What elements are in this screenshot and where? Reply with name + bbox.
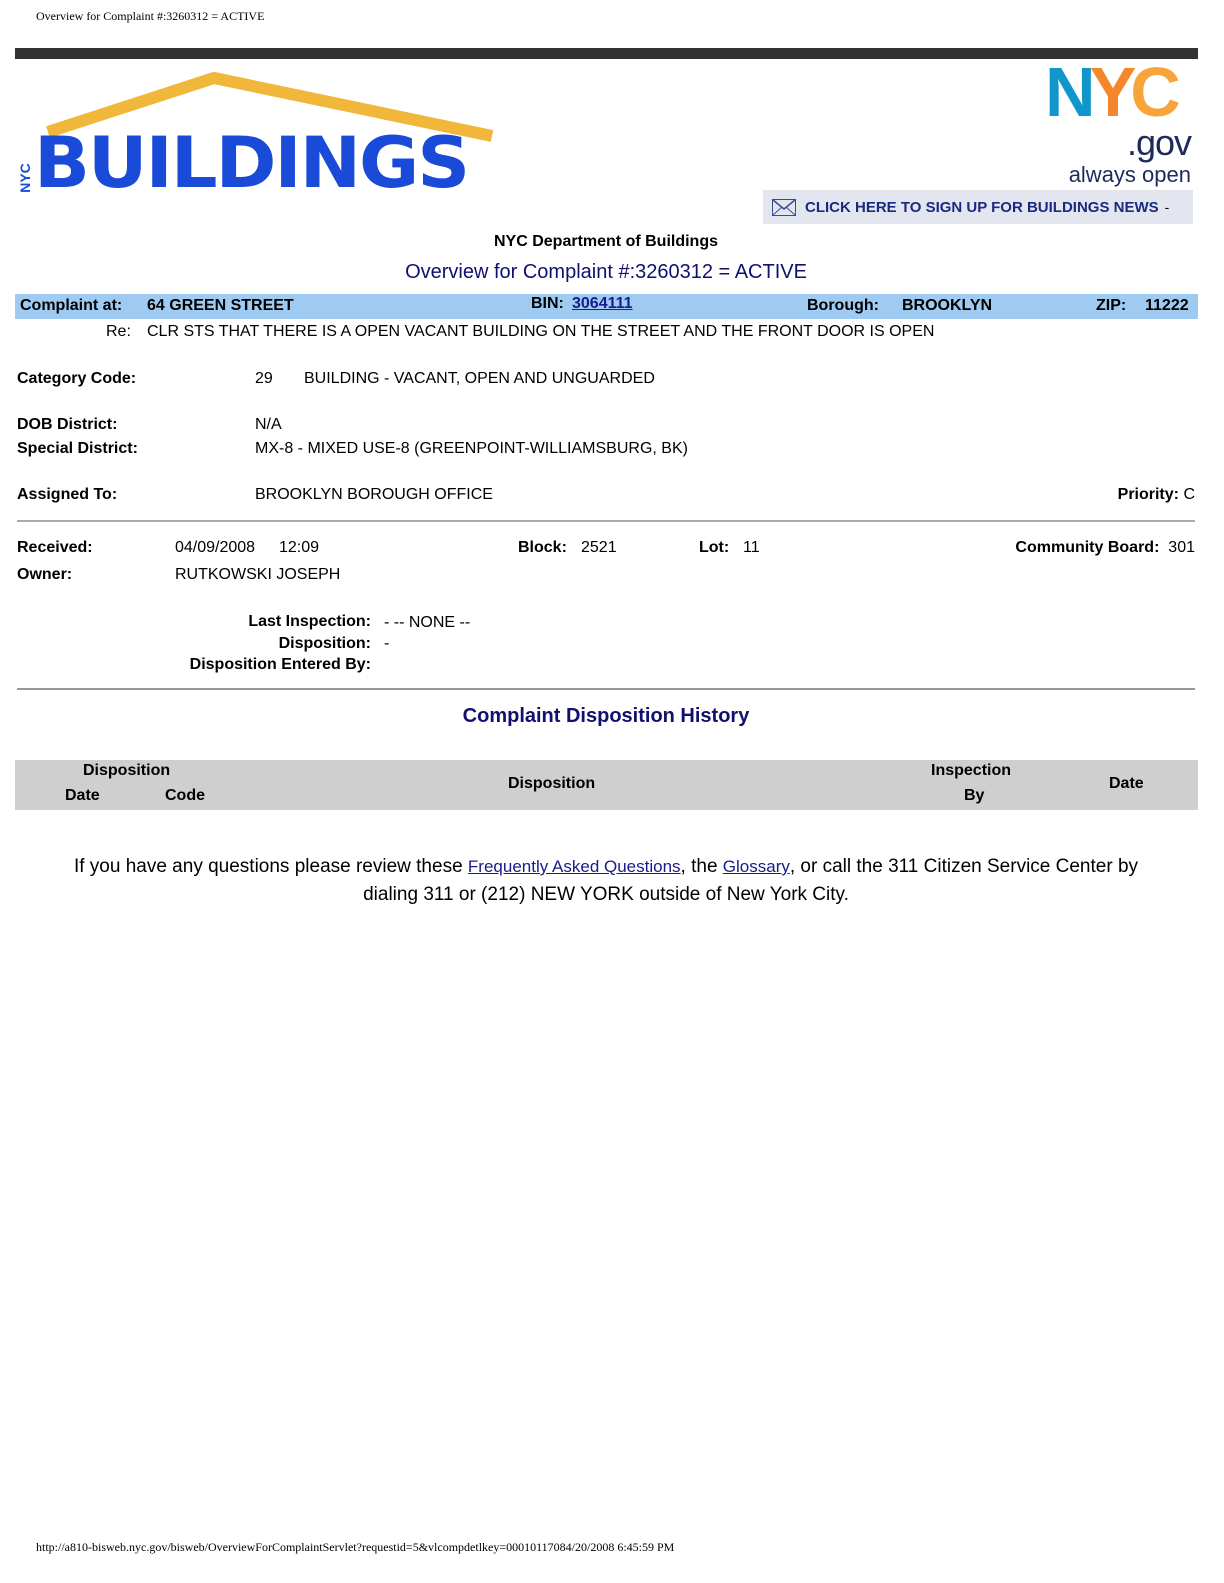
received-date: 04/09/2008 xyxy=(175,539,256,556)
help-text xyxy=(0,853,1212,909)
help-text-2: , the xyxy=(680,856,723,877)
logo-nyc-text: NYC xyxy=(16,163,33,193)
glossary-link[interactable]: Glossary xyxy=(722,857,790,876)
community-board-label: Community Board: xyxy=(1015,539,1160,556)
col-disposition-date-top: Disposition xyxy=(83,762,171,779)
last-inspection-label: Last Inspection: xyxy=(248,613,371,630)
disposition-entered-by-label: Disposition Entered By: xyxy=(189,656,371,673)
lot-label: Lot: xyxy=(699,539,730,556)
category-label: Category Code: xyxy=(17,370,137,387)
top-bar xyxy=(15,48,1198,59)
col-inspection-by-top: Inspection xyxy=(931,762,1012,779)
borough-value: BROOKLYN xyxy=(902,297,993,314)
borough-label: Borough: xyxy=(807,297,879,314)
owner-label: Owner: xyxy=(17,566,73,583)
news-link-text: CLICK HERE TO SIGN UP FOR BUILDINGS NEWS xyxy=(805,198,1159,216)
col-disposition-code: Code xyxy=(165,787,205,804)
help-text-1: If you have any questions please review these xyxy=(73,856,468,877)
nycgov-logo[interactable]: NYC .gov always open xyxy=(1045,53,1191,187)
received-time: 12:09 xyxy=(279,539,320,556)
last-inspection-value: - -- NONE -- xyxy=(384,614,471,631)
dob-district-value: N/A xyxy=(255,416,282,433)
help-text-4: dialing 311 or (212) NEW YORK outside of New York City. xyxy=(363,884,849,905)
complaint-address: 64 GREEN STREET xyxy=(147,297,294,314)
footer-date: 4/20/2008 6:45:59 PM xyxy=(565,1540,675,1554)
department-name: NYC Department of Buildings xyxy=(493,233,718,250)
divider xyxy=(17,520,1195,522)
category-description: BUILDING - VACANT, OPEN AND UNGUARDED xyxy=(304,370,655,387)
block-value: 2521 xyxy=(581,539,617,556)
received-label: Received: xyxy=(17,539,93,556)
bin-label: BIN: xyxy=(531,295,564,312)
priority-label: Priority: xyxy=(1117,486,1179,503)
assigned-label: Assigned To: xyxy=(17,486,118,503)
help-text-3: , or call the 311 Citizen Service Center by xyxy=(789,856,1139,877)
disposition-value: - xyxy=(384,635,390,652)
re-label: Re: xyxy=(106,323,131,340)
bin-link[interactable]: 3064111 xyxy=(572,295,633,312)
zip-value: 11222 xyxy=(1145,297,1189,314)
faq-link[interactable]: Frequently Asked Questions xyxy=(467,857,681,876)
history-title: Complaint Disposition History xyxy=(462,705,750,727)
special-district-label: Special District: xyxy=(17,440,138,457)
lot-value: 11 xyxy=(743,539,760,556)
disposition-label: Disposition: xyxy=(278,635,371,652)
page-title-header: Overview for Complaint #:3260312 = ACTIVE xyxy=(36,9,265,23)
footer-url-text: http://a810-bisweb.nyc.gov/bisweb/OverviewForComplaintServlet?requestid=5&vlcompdetlkey=0001011708 xyxy=(36,1540,566,1554)
nyc-buildings-logo[interactable] xyxy=(16,70,498,204)
divider xyxy=(17,688,1195,690)
complaint-bar xyxy=(15,294,1198,319)
complaint-title: Overview for Complaint #:3260312 = ACTIVE xyxy=(405,261,807,283)
dob-district-label: DOB District: xyxy=(17,416,118,433)
footer-url xyxy=(36,1540,674,1555)
news-dash: - xyxy=(1164,199,1170,215)
assigned-value: BROOKLYN BOROUGH OFFICE xyxy=(255,486,493,503)
complaint-label: Complaint at: xyxy=(20,297,123,314)
special-district-value: MX-8 - MIXED USE-8 (GREENPOINT-WILLIAMSBURG, BK) xyxy=(255,440,688,457)
history-table-header xyxy=(15,760,1198,810)
col-disposition-date: Date xyxy=(65,787,100,804)
logo-buildings-text: BUILDINGS xyxy=(34,122,469,204)
col-disposition: Disposition xyxy=(508,775,596,792)
zip-label: ZIP: xyxy=(1096,297,1127,314)
col-inspection-by: By xyxy=(964,787,985,804)
category-code: 29 xyxy=(255,370,273,387)
envelope-icon xyxy=(772,199,796,216)
owner-value: RUTKOWSKI JOSEPH xyxy=(175,566,341,583)
priority-value: C xyxy=(1183,486,1195,503)
block-label: Block: xyxy=(518,539,567,556)
news-signup-link[interactable] xyxy=(763,190,1193,224)
re-text: CLR STS THAT THERE IS A OPEN VACANT BUILDING ON THE STREET AND THE FRONT DOOR IS OPEN xyxy=(147,323,935,340)
community-board-value: 301 xyxy=(1168,539,1195,556)
col-date: Date xyxy=(1109,775,1144,792)
